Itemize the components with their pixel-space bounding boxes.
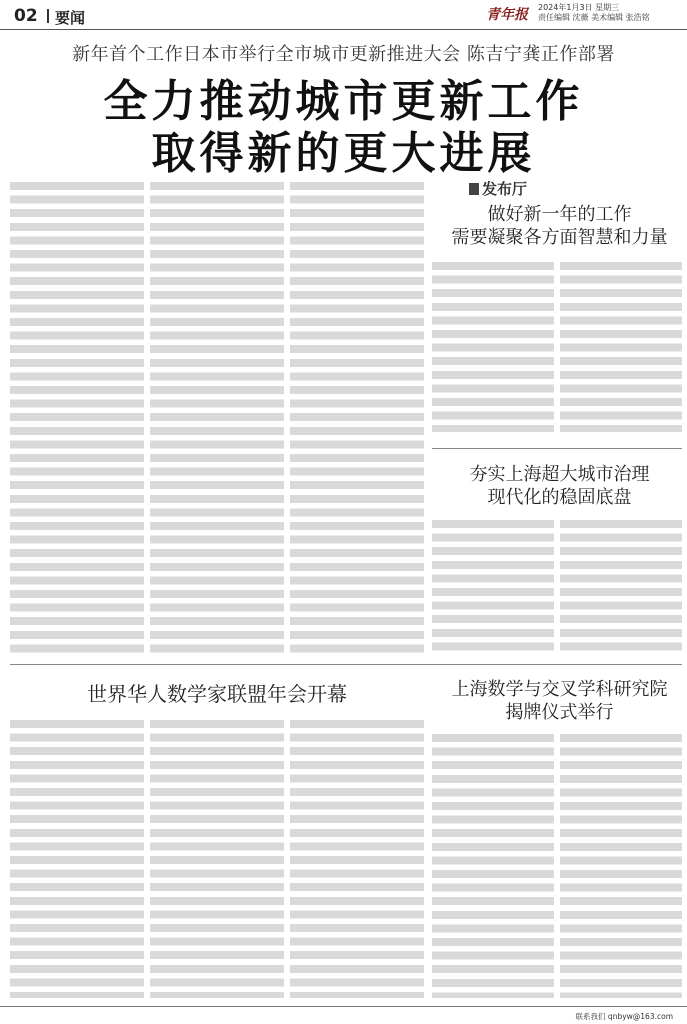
unreadable-text <box>560 262 682 432</box>
unreadable-text <box>150 720 284 998</box>
unreadable-text <box>10 182 144 656</box>
sidebar-headline-2-line1: 夯实上海超大城市治理 <box>469 464 650 485</box>
footer-contact: 联系我们 qnbyw@163.com <box>575 1012 673 1021</box>
bottom-article-1-column-2 <box>150 720 284 998</box>
unreadable-text <box>10 720 144 998</box>
section-label-text: 发布厅 <box>482 180 528 198</box>
section-name: 要闻 <box>55 9 86 27</box>
sidebar-headline-2-line2: 现代化的稳固底盘 <box>487 487 632 508</box>
page-divider <box>47 9 49 23</box>
page-number: 02 <box>14 6 38 26</box>
sidebar-1-column-1 <box>432 262 554 432</box>
sidebar-divider <box>432 448 682 449</box>
page-header <box>0 0 687 30</box>
lead-title-line1: 全力推动城市更新工作 <box>103 76 584 127</box>
unreadable-text <box>560 520 682 654</box>
lead-column-1 <box>10 182 144 656</box>
sidebar-2-column-1 <box>432 520 554 654</box>
lead-title-line2: 取得新的更大进展 <box>151 128 536 179</box>
lead-kicker: 新年首个工作日本市举行全市城市更新推进大会 陈吉宁龚正作部署 <box>72 44 615 65</box>
section-label <box>469 178 527 199</box>
unreadable-text <box>432 262 554 432</box>
sidebar-headline-1-line1: 做好新一年的工作 <box>487 204 632 225</box>
sidebar-1-column-2 <box>560 262 682 432</box>
unreadable-text <box>560 734 682 998</box>
lead-column-3 <box>290 182 424 656</box>
bottom-headline-2-line1: 上海数学与交叉学科研究院 <box>451 679 668 700</box>
bottom-headline-2-line2: 揭牌仪式举行 <box>505 702 614 723</box>
bottom-article-2-column-2 <box>560 734 682 998</box>
section-mark-icon <box>469 183 479 195</box>
issue-date: 2024年1月3日 星期三 <box>538 3 620 12</box>
page-footer <box>0 1006 687 1024</box>
sidebar-headline-1 <box>432 203 687 249</box>
bottom-headline-2 <box>432 678 687 724</box>
bottom-article-1-column-3 <box>290 720 424 998</box>
editor-credits: 责任编辑 沈薇 美术编辑 张浩铭 <box>538 13 650 22</box>
lead-title <box>0 76 687 180</box>
bottom-divider <box>10 664 682 665</box>
unreadable-text <box>432 520 554 654</box>
bottom-article-2-column-1 <box>432 734 554 998</box>
unreadable-text <box>432 734 554 998</box>
unreadable-text <box>290 182 424 656</box>
unreadable-text <box>290 720 424 998</box>
lead-column-2 <box>150 182 284 656</box>
sidebar-headline-2 <box>432 463 687 509</box>
newspaper-logo: 青年报 <box>486 7 528 23</box>
unreadable-text <box>150 182 284 656</box>
date-block <box>538 3 678 23</box>
bottom-article-1-column-1 <box>10 720 144 998</box>
sidebar-2-column-2 <box>560 520 682 654</box>
sidebar-headline-1-line2: 需要凝聚各方面智慧和力量 <box>451 227 668 248</box>
bottom-headline-1: 世界华人数学家联盟年会开幕 <box>87 682 347 706</box>
